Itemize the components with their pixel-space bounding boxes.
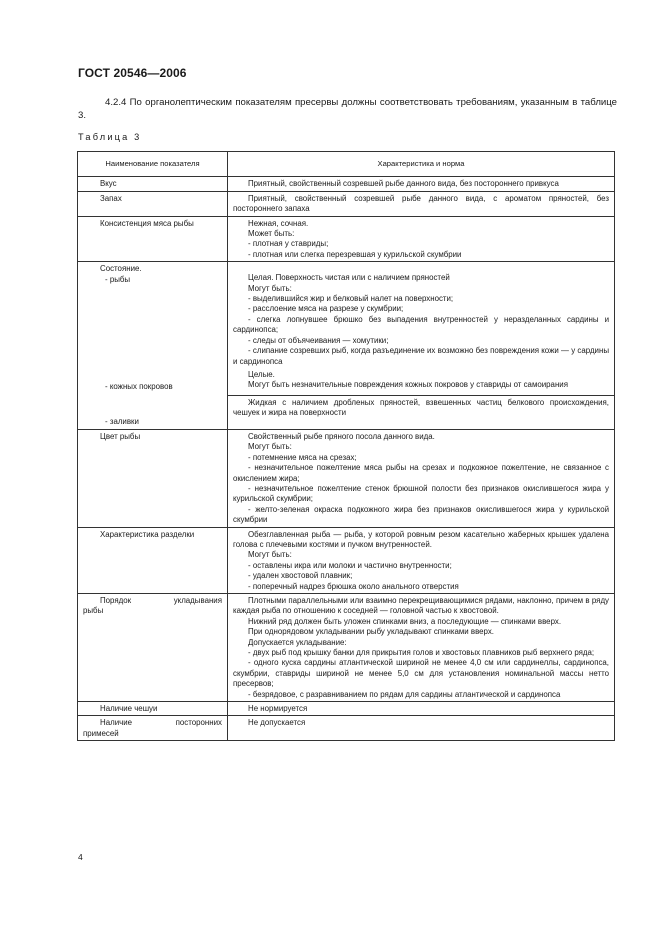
table-row-smell — [78, 191, 615, 216]
indicator-name-cell — [78, 716, 228, 741]
indicator-name: примесей — [83, 728, 119, 738]
table-row-packing — [78, 593, 615, 701]
characteristic-text: Жидкая с наличием дробленых пряностей, взвешенных частиц белкового происхождения, чешуек и жира на поверхности — [233, 397, 609, 418]
characteristic-text: Могут быть: — [248, 442, 292, 452]
characteristic-text: - оставлены икра или молоки и частично внутренности; — [248, 560, 452, 570]
requirements-table — [77, 151, 615, 741]
indicator-name-cell — [78, 593, 228, 701]
page-number: 4 — [78, 852, 83, 862]
indicator-name: рыбы — [83, 606, 104, 616]
indicator-name: Запах — [78, 191, 228, 216]
indicator-name: Характеристика разделки — [78, 527, 228, 593]
column-header-characteristic: Характеристика и норма — [228, 152, 615, 177]
characteristic-text: Обезглавленная рыба — рыба, у которой ровным резом касательно жаберных крышек удалена голова с плечевыми костями и пучком внутренностей. — [233, 529, 609, 549]
characteristic-text: - незначительное пожелтение стенок брюшной полости без признаков окислившегося жира у курильской скумбрии; — [233, 483, 609, 504]
characteristic-text: Плотными параллельными или взаимно перекрещивающимися рядами, наклонно, причем в ряду каждая рыба по отношению к соседней — головной частью к хвостовой. — [233, 595, 609, 616]
characteristic-text: Целая. Поверхность чистая или с наличием пряностей — [248, 273, 450, 283]
characteristic-text: При однорядовом укладывании рыбу укладывают спинками вверх. — [248, 627, 494, 637]
characteristic-text: - безрядовое, с разравниванием по рядам для сардины атлантической и сардинопса — [248, 689, 561, 699]
characteristic-text: - потемнение мяса на срезах; — [248, 452, 357, 462]
characteristic-text: Приятный, свойственный созревшей рыбе данного вида, с ароматом пряностей, без постороннего запаха — [233, 193, 609, 214]
indicator-name: Вкус — [78, 177, 228, 191]
characteristic-text: Могут быть незначительные повреждения кожных покровов у ставриды от самоирания — [248, 380, 568, 390]
intro-paragraph: 4.2.4 По органолептическим показателям пресервы должны соответствовать требованиям, указанным в таблице 3. — [78, 97, 617, 121]
table-row-impurities — [78, 716, 615, 741]
table-header-row — [78, 152, 615, 177]
characteristic-text: - плотная у ставриды; — [248, 239, 329, 249]
characteristic-text: - слипание созревших рыб, когда разъединение их возможно без повреждения кожи — у сардины и сардинопса — [233, 346, 609, 366]
table-row-scales — [78, 702, 615, 716]
table-row-state — [78, 262, 615, 430]
characteristic-text: Нижний ряд должен быть уложен спинками вниз, а последующие — спинками вверх. — [248, 616, 562, 626]
characteristic-text: - расслоение мяса на разрезе у скумбрии; — [248, 304, 404, 314]
characteristic-cell — [228, 262, 615, 430]
indicator-name: Наличие чешуи — [78, 702, 228, 716]
table-row-taste — [78, 177, 615, 191]
characteristic-text: Целые. — [248, 369, 275, 379]
indicator-name: Консистенция мяса рыбы — [78, 216, 228, 262]
indicator-subname: - заливки — [105, 417, 139, 427]
characteristic-cell — [228, 216, 615, 262]
characteristic-text: Могут быть: — [248, 550, 292, 560]
table-row-consistency — [78, 216, 615, 262]
characteristic-text: Допускается укладывание: — [248, 637, 347, 647]
characteristic-text: Нежная, сочная. — [248, 218, 309, 228]
characteristic-text: - удален хвостовой плавник; — [248, 571, 353, 581]
table-row-cutting — [78, 527, 615, 593]
indicator-name: Порядок укладывания — [100, 595, 222, 605]
characteristic-text: Не нормируется — [248, 704, 308, 714]
document-header: ГОСТ 20546—2006 — [78, 66, 187, 80]
characteristic-text: - незначительное пожелтение мяса рыбы на срезах и подкожное пожелтение, не связанное с окислением жира; — [233, 463, 609, 483]
characteristic-text: - поперечный надрез брюшка около анального отверстия — [248, 581, 459, 591]
characteristic-text: - слегка лопнувшее брюшко без выпадения внутренностей у неразделанных сардины и сардинопса; — [233, 314, 609, 335]
characteristic-cell — [228, 177, 615, 191]
indicator-name: Цвет рыбы — [78, 429, 228, 527]
column-header-indicator: Наименование показателя — [78, 152, 228, 177]
characteristic-cell — [228, 527, 615, 593]
indicator-subname: - рыбы — [105, 274, 131, 284]
characteristic-text: - желто-зеленая окраска подкожного жира без признаков окислившегося жира у курильской скумбрии — [233, 504, 609, 525]
indicator-name: Состояние. — [100, 264, 142, 274]
characteristic-cell — [228, 429, 615, 527]
characteristic-text: - выделившийся жир и белковый налет на поверхности; — [248, 294, 454, 304]
indicator-subname: - кожных покровов — [105, 382, 173, 392]
characteristic-cell — [228, 191, 615, 216]
characteristic-text: - плотная или слегка перезревшая у курильской скумбрии — [248, 249, 462, 259]
characteristic-cell — [228, 593, 615, 701]
characteristic-text: Свойственный рыбе пряного посола данного вида. — [248, 431, 435, 441]
characteristic-text: Может быть: — [248, 229, 295, 239]
indicator-name: Наличие посторонних — [100, 718, 222, 728]
characteristic-cell — [228, 702, 615, 716]
characteristic-cell — [228, 716, 615, 741]
indicator-name-cell — [78, 262, 228, 430]
characteristic-text: Не допускается — [248, 718, 306, 728]
table-caption: Таблица 3 — [78, 132, 142, 142]
characteristic-text: - двух рыб под крышку банки для прикрытия голов и хвостовых плавников рыб верхнего ряда; — [248, 648, 595, 657]
characteristic-text: - следы от объячеивания — хомутики; — [248, 335, 389, 345]
table-row-color — [78, 429, 615, 527]
characteristic-text: Могут быть: — [248, 283, 292, 293]
characteristic-text: - одного куска сардины атлантической шириной не менее 4,0 см или сардинеллы, сардинопса, скумбрии, ставриды шириной не менее 5,0 см для установления номинальной массы нетто пресервов; — [233, 658, 609, 689]
characteristic-text: Приятный, свойственный созревшей рыбе данного вида, без постороннего привкуса — [248, 179, 559, 189]
